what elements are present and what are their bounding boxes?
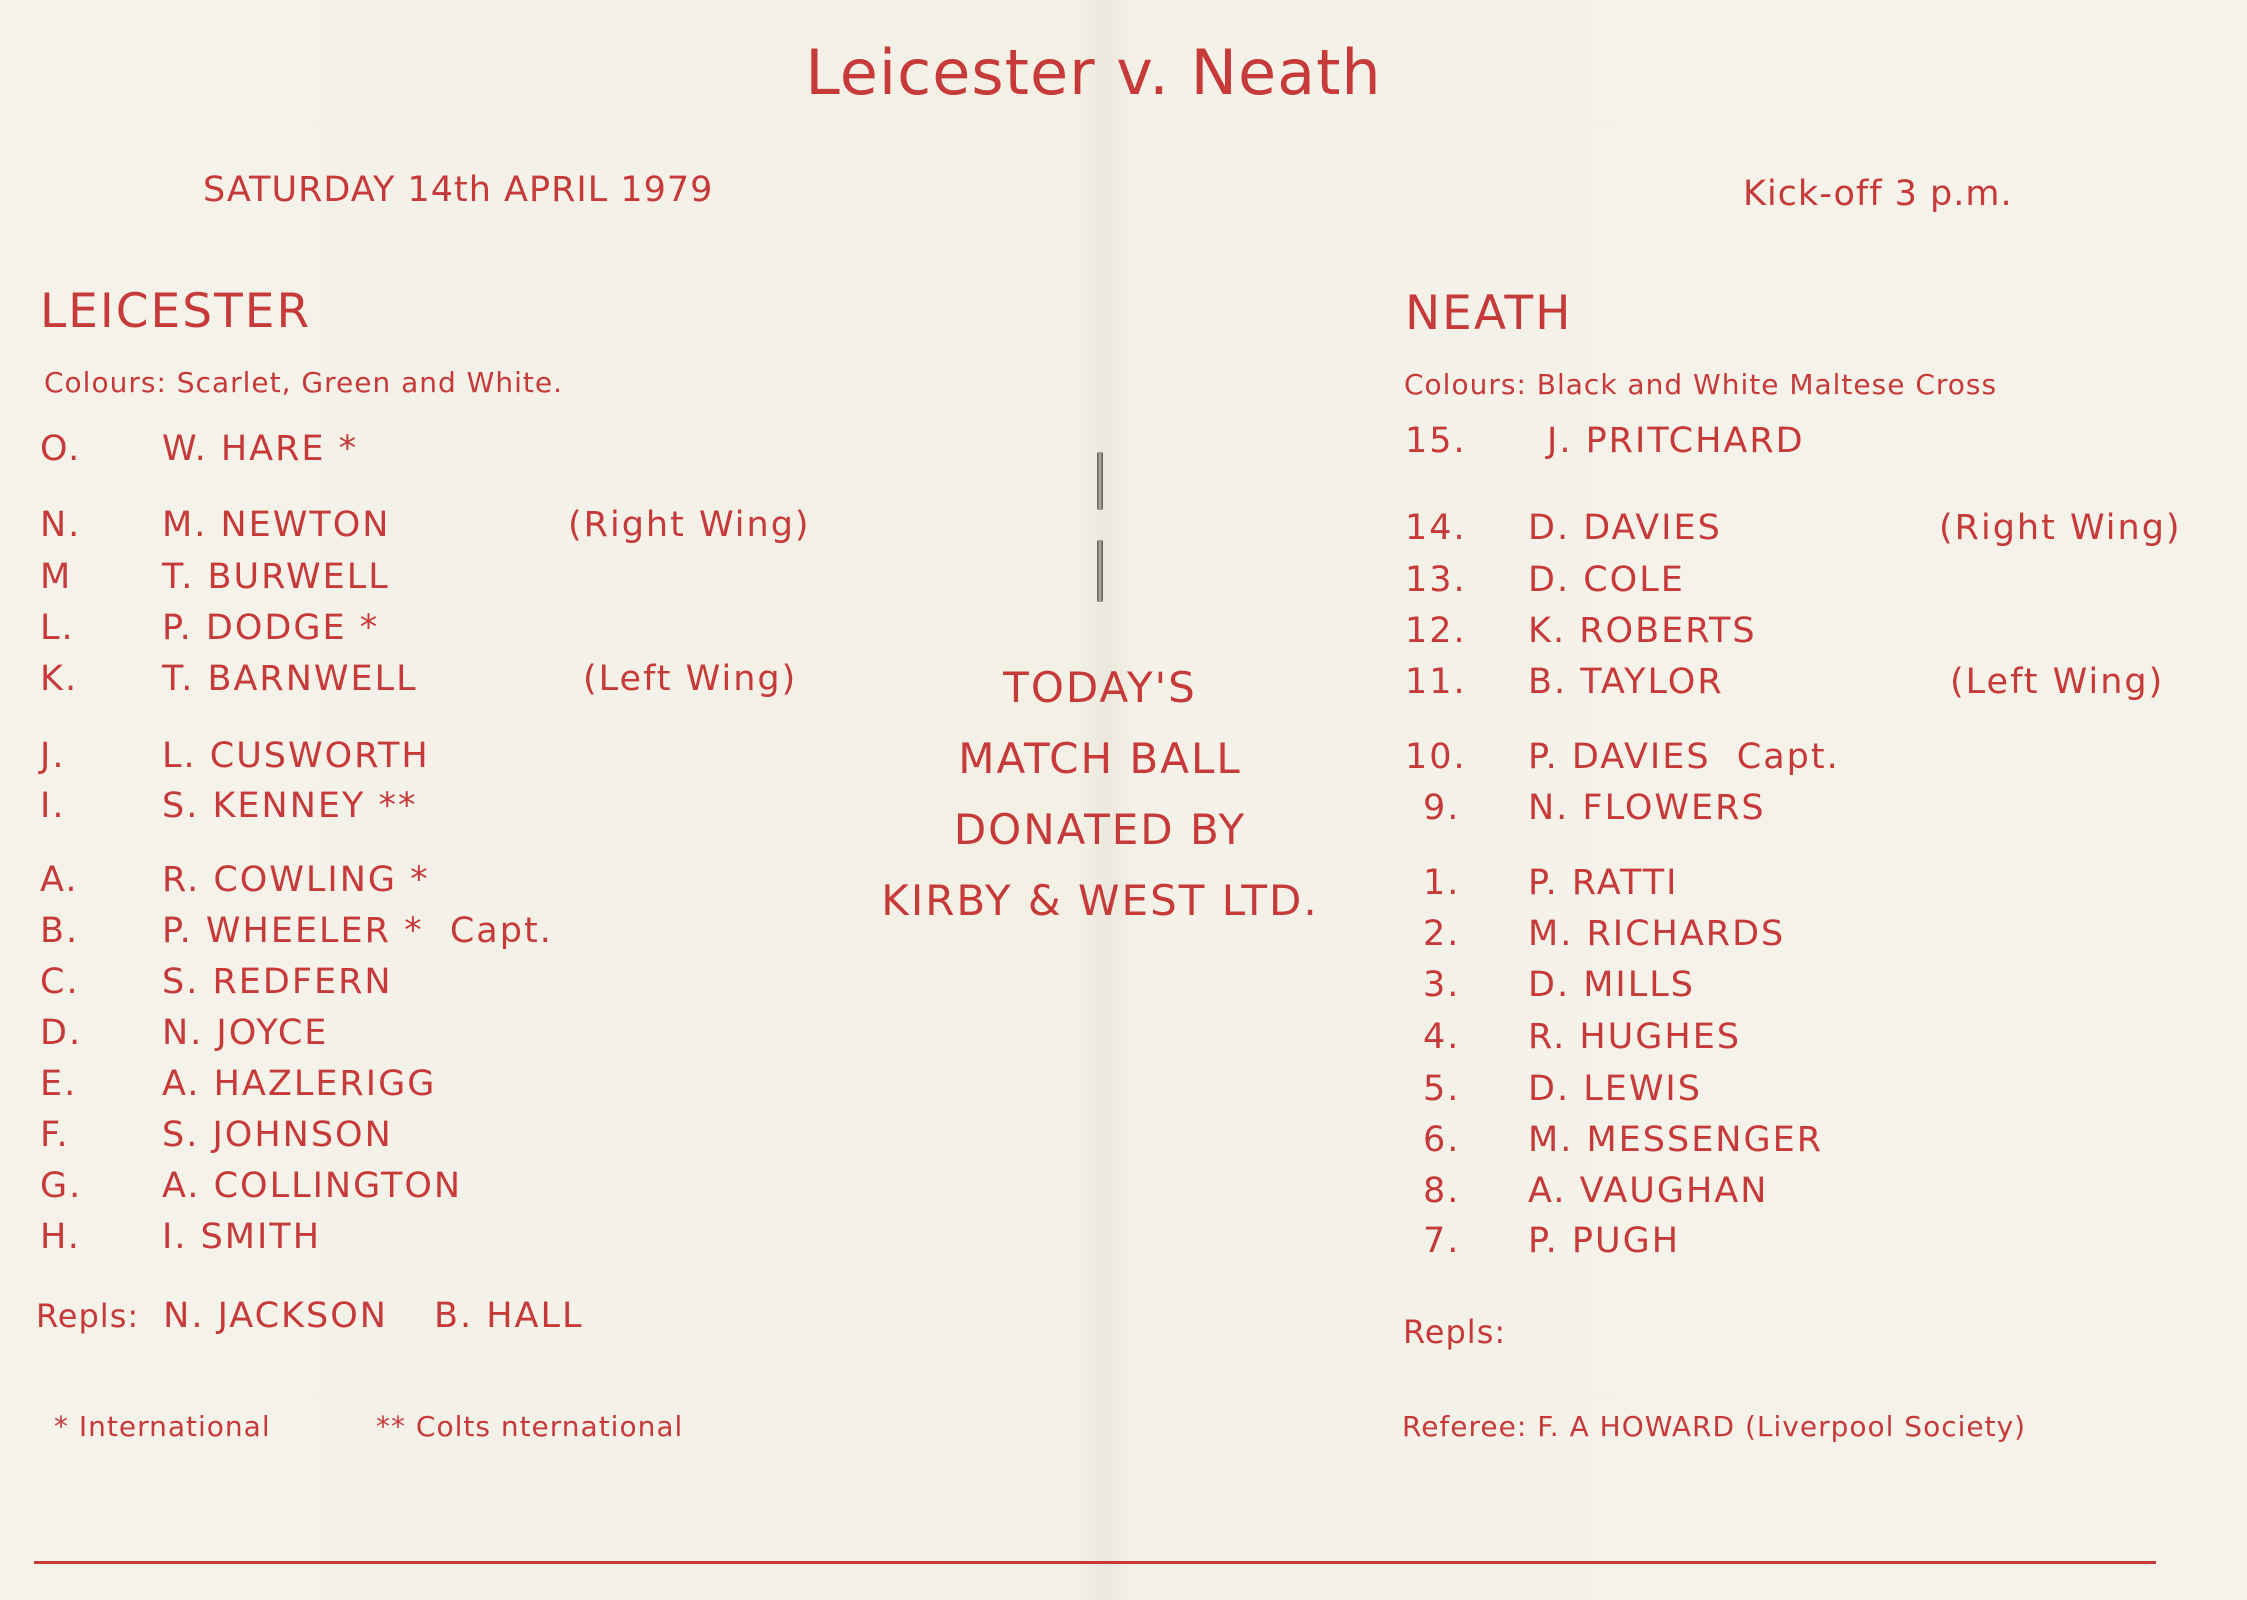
player-position: G. [40,1166,83,1206]
player-position: 12. [1405,611,1467,651]
staple-icon [1097,452,1103,510]
match-ball-line: TODAY'S [1003,663,1197,712]
player-position: 1. [1423,863,1461,903]
player-position: L. [40,608,75,648]
match-title: Leicester v. Neath [805,36,1382,109]
player-position: I. [40,786,66,826]
leicester-replacements [36,1296,583,1336]
footnote-international: * International [54,1410,271,1443]
player-position: B. [40,911,80,951]
player-name: P. WHEELER * Capt. [162,911,553,951]
player-position: 5. [1423,1069,1461,1109]
player-position: J. [40,736,66,776]
match-ball-sponsor: KIRBY & WEST LTD. [881,876,1319,925]
kickoff-time: Kick-off 3 p.m. [1743,174,2013,214]
player-name: M. MESSENGER [1528,1120,1824,1160]
player-name: A. HAZLERIGG [162,1064,437,1104]
player-position: 2. [1423,914,1461,954]
player-name: P. RATTI [1528,863,1679,903]
player-position: 11. [1405,662,1467,702]
player-position: H. [40,1217,81,1257]
player-name: S. JOHNSON [162,1115,393,1155]
player-name: N. JOYCE [162,1013,329,1053]
neath-replacements-label: Repls: [1403,1313,1507,1351]
footnote-colts: ** Colts nternational [376,1410,684,1443]
match-ball-line: DONATED BY [953,805,1247,854]
referee: Referee: F. A HOWARD (Liverpool Society) [1402,1410,2027,1443]
player-name: P. PUGH [1528,1221,1681,1261]
replacement-name: N. JACKSON [163,1296,388,1336]
player-name: A. VAUGHAN [1528,1171,1769,1211]
match-date: SATURDAY 14th APRIL 1979 [203,170,714,210]
player-name: P. DODGE * [162,608,380,648]
player-name: K. ROBERTS [1528,611,1757,651]
player-position: 6. [1423,1120,1461,1160]
player-name: W. HARE * [162,429,359,469]
player-name: J. PRITCHARD [1547,421,1805,461]
player-name: N. FLOWERS [1528,788,1766,828]
bottom-rule [34,1561,2156,1564]
staple-icon [1097,540,1103,602]
player-position: 4. [1423,1017,1461,1057]
player-note: (Right Wing) [568,505,811,545]
player-position: 15. [1405,421,1467,461]
player-note: (Left Wing) [1950,662,2165,702]
repls-label: Repls: [36,1297,140,1335]
player-position: 14. [1405,508,1467,548]
player-position: 8. [1423,1171,1461,1211]
player-name: R. COWLING * [162,860,430,900]
player-name: S. REDFERN [162,962,393,1002]
player-name: S. KENNEY ** [162,786,418,826]
player-name: D. DAVIES [1528,508,1722,548]
leicester-colours: Colours: Scarlet, Green and White. [44,366,563,399]
player-name: M. RICHARDS [1528,914,1786,954]
leicester-team-name: LEICESTER [40,284,312,339]
player-name: D. COLE [1528,560,1685,600]
player-position: A. [40,860,79,900]
player-position: 13. [1405,560,1467,600]
player-name: M. NEWTON [162,505,391,545]
player-position: O. [40,429,82,469]
player-position: K. [40,659,79,699]
player-position: M [40,557,73,597]
player-name: T. BARNWELL [162,659,418,699]
player-name: I. SMITH [162,1217,322,1257]
player-position: F. [40,1115,70,1155]
player-position: 9. [1423,788,1461,828]
player-name: D. LEWIS [1528,1069,1702,1109]
player-name: P. DAVIES Capt. [1528,737,1840,777]
neath-colours: Colours: Black and White Maltese Cross [1404,368,1998,401]
player-note: (Left Wing) [583,659,798,699]
player-name: D. MILLS [1528,965,1695,1005]
replacement-name: B. HALL [433,1296,584,1336]
player-note: (Right Wing) [1939,508,2182,548]
player-position: 10. [1405,737,1467,777]
match-ball-line: MATCH BALL [958,734,1242,783]
player-name: L. CUSWORTH [162,736,430,776]
player-position: E. [40,1064,78,1104]
player-name: T. BURWELL [162,557,390,597]
player-position: C. [40,962,80,1002]
player-name: B. TAYLOR [1528,662,1724,702]
player-position: D. [40,1013,83,1053]
neath-team-name: NEATH [1405,286,1573,341]
player-position: N. [40,505,82,545]
player-name: A. COLLINGTON [162,1166,463,1206]
player-name: R. HUGHES [1528,1017,1742,1057]
player-position: 7. [1423,1221,1461,1261]
player-position: 3. [1423,965,1461,1005]
